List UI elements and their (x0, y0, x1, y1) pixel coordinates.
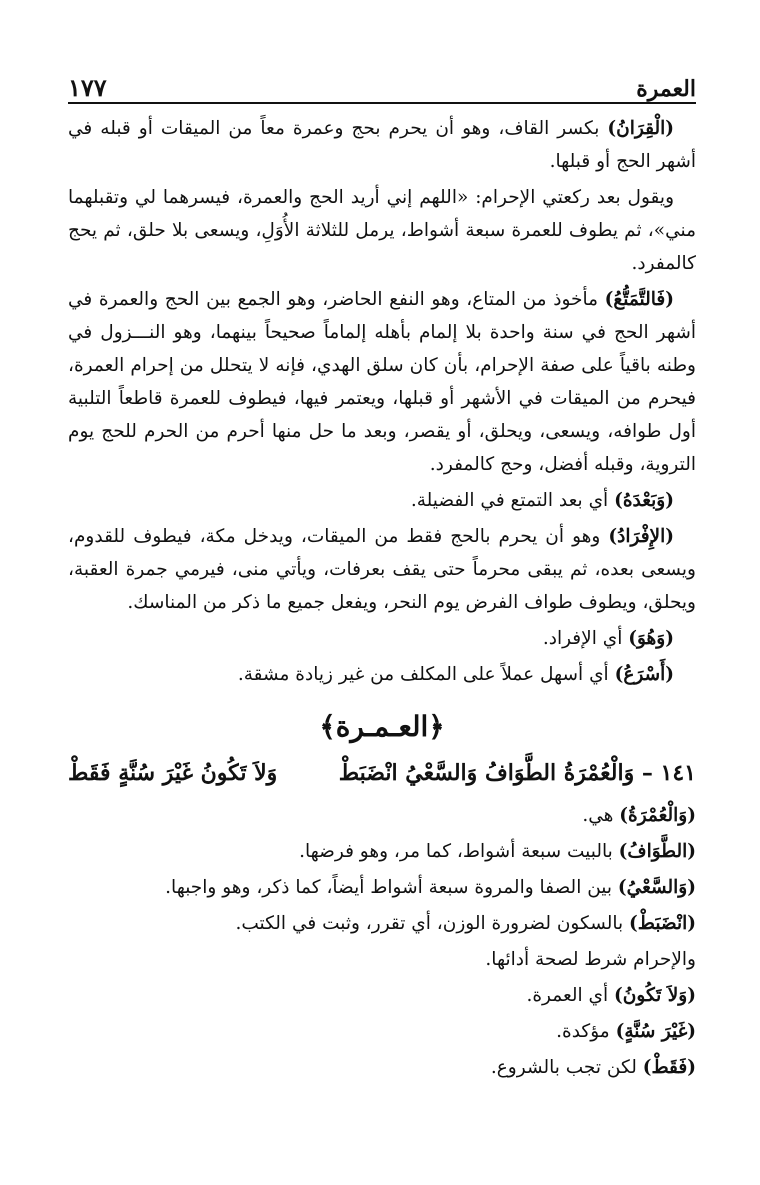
term: (فَالتَّمَتُّعُ) (604, 289, 674, 310)
paragraph-text: والإحرام شرط لصحة أدائها. (485, 949, 696, 970)
paragraph-sai (68, 871, 696, 904)
term: (وَبَعْدَهُ) (614, 490, 674, 511)
commentary-top (68, 112, 696, 691)
term: (انْضَبَطْ) (629, 913, 696, 934)
paragraph-text: بين الصفا والمروة سبعة أشواط أيضاً، كما ذكر، وهو واجبها. (165, 877, 618, 898)
term: (غَيْرَ سُنَّةٍ) (615, 1021, 696, 1042)
paragraph-text: بالسكون لضرورة الوزن، أي تقرر، وثبت في الكتب. (235, 913, 630, 934)
paragraph-text: وهو أن يحرم بالحج فقط من الميقات، ويدخل مكة، فيطوف للقدوم، ويسعى بعده، ثم يبقى محرماً حتى يقف بعرفات، ويأتي منى، فيرمي جمرة العقبة، ويحلق، ويطوف طواف الفرض يوم النحر، ويفعل جميع ما ذكر من المناسك. (68, 526, 696, 613)
paragraph-text: أي الإفراد. (542, 628, 629, 649)
page-header (68, 62, 696, 104)
paragraph-ifrad (68, 520, 696, 619)
term: (الْقِرَانُ) (607, 118, 674, 139)
hemistich-1-text: وَالْعُمْرَةُ الطَّوَافُ وَالسَّعْيُ انْضَبَطْ (338, 760, 635, 786)
verse-line (68, 753, 696, 793)
term: (وَلاَ تَكُونُ) (614, 985, 696, 1006)
paragraph-faqat (68, 1051, 696, 1084)
paragraph-indabat (68, 907, 696, 940)
term: (وَهُوَ) (628, 628, 674, 649)
paragraph-text: أي العمرة. (526, 985, 615, 1006)
page-body (68, 112, 696, 1084)
term: (الإِفْرَادُ) (608, 526, 674, 547)
paragraph-text: لكن تجب بالشروع. (490, 1057, 643, 1078)
paragraph-text: هي. (582, 805, 620, 826)
verse-first-hemistich (339, 753, 696, 793)
term: (وَالْعُمْرَةُ) (619, 805, 696, 826)
paragraph-umrah (68, 799, 696, 832)
page-number: ١٧٧ (68, 73, 107, 102)
term: (فَقَطْ) (642, 1057, 696, 1078)
paragraph-tamattu (68, 283, 696, 481)
paragraph-badahu (68, 484, 696, 517)
paragraph-wala-takun (68, 979, 696, 1012)
term: (أَسْرَعُ) (614, 664, 674, 685)
paragraph-tawaf (68, 835, 696, 868)
paragraph-ihram (68, 943, 696, 976)
running-title: العمرة (636, 76, 696, 102)
term: (الطَّوَافُ) (618, 841, 696, 862)
paragraph-wahuwa (68, 622, 696, 655)
paragraph-ghayra-sunna (68, 1015, 696, 1048)
verse-number: ١٤١ – (641, 760, 696, 786)
verse-second-hemistich: وَلاَ تَكُونُ غَيْرَ سُنَّةٍ فَقَطْ (68, 760, 278, 786)
paragraph-text: بكسر القاف، وهو أن يحرم بحج وعمرة معاً من الميقات أو قبله في أشهر الحج أو قبلها. (68, 118, 696, 172)
paragraph-qiran (68, 112, 696, 178)
paragraph-text: مأخوذ من المتاع، وهو النفع الحاضر، وهو الجمع بين الحج والعمرة في أشهر الحج في سنة واحدة بلا إلمام بأهله إلماماً صحيحاً بينهما، وهو النـــزول في وطنه باقياً على صفة الإحرام، بأن كان سلق الهدي، فإنه لا يتحلل من إحرام العمرة، فيحرم من الميقات في الأشهر أو قبلها، ويعتمر فيها، فيطوف للعمرة قاطعاً التلبية أول طوافه، ويسعى، ويحلق، أو يقصر، وبعد ما حل منها أحرم من الحرم للحج يوم التروية، وقبله أفضل، وحج كالمفرد. (68, 289, 696, 475)
paragraph-asra (68, 658, 696, 691)
book-page (68, 62, 696, 1087)
paragraph-dua (68, 181, 696, 280)
commentary-bottom (68, 799, 696, 1084)
paragraph-text: أي أسهل عملاً على المكلف من غير زيادة مشقة. (237, 664, 615, 685)
term: (وَالسَّعْيُ) (617, 877, 696, 898)
paragraph-text: ويقول بعد ركعتي الإحرام: «اللهم إني أريد الحج والعمرة، فيسرهما لي وتقبلهما مني»، ثم يطوف للعمرة سبعة أشواط، يرمل للثلاثة الأُوَلِ، ويسعى بلا حلق، ثم يحج كالمفرد. (68, 187, 696, 274)
paragraph-text: مؤكدة. (556, 1021, 616, 1042)
paragraph-text: بالبيت سبعة أشواط، كما مر، وهو فرضها. (299, 841, 619, 862)
paragraph-text: أي بعد التمتع في الفضيلة. (410, 490, 615, 511)
section-heading: ﴿العـمـرة﴾ (319, 710, 445, 743)
